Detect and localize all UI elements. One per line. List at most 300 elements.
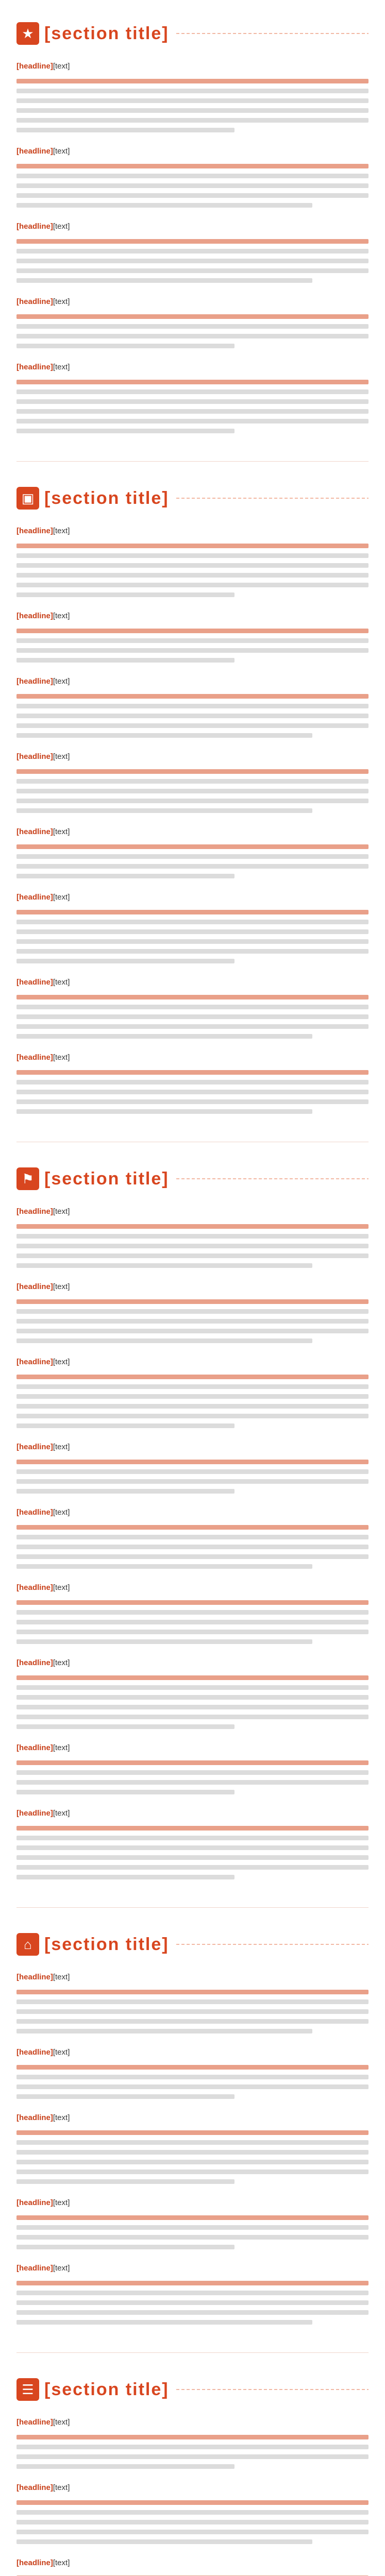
text-line — [16, 1253, 369, 1258]
section-property-news — [0, 1911, 385, 2349]
news-item-body: [text] — [53, 978, 70, 987]
paragraph-lines — [16, 2130, 369, 2184]
news-item-lead: [headline] — [16, 2264, 53, 2273]
text-line — [16, 79, 369, 83]
news-item-lead: [headline] — [16, 612, 53, 620]
text-line — [16, 1525, 369, 1530]
text-line — [16, 1760, 369, 1765]
news-item-body: [text] — [53, 297, 70, 306]
text-line — [16, 1070, 369, 1075]
news-item-text — [16, 2555, 369, 2570]
news-item-body: [text] — [53, 827, 70, 836]
news-item — [16, 1505, 369, 1569]
section-divider — [16, 1907, 369, 1908]
building-icon: ▣ — [16, 487, 39, 510]
news-item-text — [16, 1439, 369, 1454]
text-line — [16, 1460, 369, 1464]
news-item-text — [16, 2110, 369, 2125]
news-item-lead: [headline] — [16, 1973, 53, 1981]
paragraph-lines — [16, 239, 369, 283]
text-line — [16, 2160, 369, 2164]
news-item-body: [text] — [53, 62, 70, 71]
news-item — [16, 975, 369, 1039]
text-line — [16, 1639, 312, 1644]
news-item-body: [text] — [53, 147, 70, 156]
news-item-body: [text] — [53, 2113, 70, 2122]
text-line — [16, 1090, 369, 1094]
text-line — [16, 2215, 369, 2220]
text-line — [16, 1423, 235, 1428]
paragraph-lines — [16, 1224, 369, 1268]
paragraph-lines — [16, 1990, 369, 2033]
paragraph-lines — [16, 844, 369, 878]
section-header — [16, 2374, 369, 2405]
paragraph-lines — [16, 2065, 369, 2099]
news-item-lead: [headline] — [16, 1207, 53, 1216]
news-item-body: [text] — [53, 222, 70, 231]
text-line — [16, 1479, 369, 1484]
text-line — [16, 1770, 369, 1775]
news-item — [16, 2045, 369, 2099]
text-line — [16, 2150, 369, 2155]
news-item — [16, 523, 369, 597]
text-line — [16, 1309, 369, 1314]
news-item-lead: [headline] — [16, 363, 53, 371]
text-line — [16, 733, 312, 738]
text-line — [16, 1836, 369, 1840]
news-item-text — [16, 1279, 369, 1294]
news-item-lead: [headline] — [16, 1443, 53, 1451]
news-item — [16, 2480, 369, 2544]
section-header — [16, 1163, 369, 1195]
text-line — [16, 920, 369, 924]
section-company-news — [0, 2356, 385, 2576]
news-item — [16, 674, 369, 738]
paragraph-lines — [16, 2281, 369, 2325]
text-line — [16, 1080, 369, 1084]
text-line — [16, 929, 369, 934]
news-item-text — [16, 1580, 369, 1595]
paragraph-lines — [16, 1525, 369, 1569]
text-line — [16, 1865, 369, 1870]
paragraph-lines — [16, 544, 369, 597]
news-item — [16, 2555, 369, 2576]
news-item — [16, 824, 369, 878]
text-line — [16, 1299, 369, 1304]
news-item-text — [16, 294, 369, 309]
section-divider — [16, 461, 369, 462]
news-item-lead: [headline] — [16, 2113, 53, 2122]
text-line — [16, 799, 369, 803]
header-divider — [176, 1178, 369, 1179]
news-item-text — [16, 975, 369, 990]
text-line — [16, 1564, 312, 1569]
text-line — [16, 2310, 369, 2315]
news-item — [16, 1439, 369, 1494]
text-line — [16, 2530, 369, 2534]
text-line — [16, 1414, 369, 1418]
text-line — [16, 1489, 235, 1494]
text-line — [16, 1705, 369, 1709]
text-line — [16, 2009, 369, 2014]
news-item-body: [text] — [53, 1743, 70, 1752]
news-item-lead: [headline] — [16, 893, 53, 902]
text-line — [16, 1990, 369, 1994]
house-icon: ⌂ — [16, 1933, 39, 1956]
news-item-text — [16, 144, 369, 159]
text-line — [16, 1404, 369, 1409]
news-item-lead: [headline] — [16, 978, 53, 987]
text-line — [16, 544, 369, 548]
text-line — [16, 389, 369, 394]
text-line — [16, 2539, 312, 2544]
news-item-lead: [headline] — [16, 1282, 53, 1291]
text-line — [16, 2320, 312, 2325]
text-line — [16, 844, 369, 849]
news-item — [16, 219, 369, 283]
news-item-lead: [headline] — [16, 827, 53, 836]
text-line — [16, 995, 369, 999]
news-item — [16, 360, 369, 433]
text-line — [16, 1685, 369, 1690]
news-item — [16, 2195, 369, 2249]
text-line — [16, 1999, 369, 2004]
text-line — [16, 108, 369, 113]
news-item-text — [16, 1050, 369, 1065]
text-line — [16, 779, 369, 784]
paragraph-lines — [16, 1826, 369, 1879]
text-line — [16, 1469, 369, 1474]
news-item-lead: [headline] — [16, 677, 53, 686]
news-item-lead: [headline] — [16, 1508, 53, 1517]
news-item-body: [text] — [53, 2198, 70, 2207]
text-line — [16, 268, 369, 273]
text-line — [16, 2029, 312, 2033]
text-line — [16, 704, 369, 708]
news-item-body: [text] — [53, 1658, 70, 1667]
news-item — [16, 1354, 369, 1428]
text-line — [16, 1554, 369, 1559]
news-item-lead: [headline] — [16, 2558, 53, 2567]
text-line — [16, 1234, 369, 1239]
paragraph-lines — [16, 1375, 369, 1428]
news-item-body: [text] — [53, 1358, 70, 1366]
text-line — [16, 2170, 369, 2174]
news-item-text — [16, 674, 369, 689]
text-line — [16, 2065, 369, 2070]
paragraph-lines — [16, 1460, 369, 1494]
text-line — [16, 1244, 369, 1248]
news-item-body: [text] — [53, 2558, 70, 2567]
text-line — [16, 1875, 235, 1879]
news-item-text — [16, 2261, 369, 2276]
news-item-lead: [headline] — [16, 1658, 53, 1667]
text-line — [16, 648, 369, 653]
news-item-body: [text] — [53, 2048, 70, 2057]
text-line — [16, 939, 369, 944]
news-item-lead: [headline] — [16, 1358, 53, 1366]
news-item-text — [16, 2480, 369, 2495]
text-line — [16, 419, 369, 423]
news-item-body: [text] — [53, 1053, 70, 1062]
text-line — [16, 2235, 369, 2240]
news-item-lead: [headline] — [16, 2198, 53, 2207]
news-item-text — [16, 2045, 369, 2060]
text-line — [16, 874, 235, 878]
text-line — [16, 1724, 235, 1729]
news-item-text — [16, 2195, 369, 2210]
text-line — [16, 629, 369, 633]
news-item — [16, 1279, 369, 1343]
news-item-text — [16, 1505, 369, 1520]
text-line — [16, 854, 369, 859]
news-item — [16, 749, 369, 813]
section-title: [section title] — [44, 2379, 169, 2399]
text-line — [16, 1034, 312, 1039]
news-item — [16, 1050, 369, 1114]
news-item-lead: [headline] — [16, 2418, 53, 2427]
news-item-lead: [headline] — [16, 1583, 53, 1592]
paragraph-lines — [16, 79, 369, 132]
text-line — [16, 1855, 369, 1860]
text-line — [16, 344, 235, 348]
text-line — [16, 203, 312, 208]
document-icon: ☰ — [16, 2378, 39, 2401]
text-line — [16, 380, 369, 384]
news-item-lead: [headline] — [16, 752, 53, 761]
text-line — [16, 789, 369, 793]
text-line — [16, 2520, 369, 2524]
text-line — [16, 1845, 369, 1850]
news-item-body: [text] — [53, 2483, 70, 2492]
text-line — [16, 2300, 369, 2305]
header-divider — [176, 2389, 369, 2390]
news-item-lead: [headline] — [16, 1053, 53, 1062]
section-industry-watch — [0, 1145, 385, 1904]
text-line — [16, 2019, 369, 2024]
news-item-body: [text] — [53, 1443, 70, 1451]
text-line — [16, 1384, 369, 1389]
paragraph-lines — [16, 1760, 369, 1794]
news-item — [16, 608, 369, 663]
text-line — [16, 2464, 235, 2469]
text-line — [16, 1014, 369, 1019]
news-item-text — [16, 608, 369, 623]
news-item-lead: [headline] — [16, 62, 53, 71]
news-item — [16, 1580, 369, 1644]
text-line — [16, 2094, 235, 2099]
paragraph-lines — [16, 314, 369, 348]
text-line — [16, 314, 369, 319]
paragraph-lines — [16, 910, 369, 963]
news-item — [16, 2415, 369, 2469]
news-item-text — [16, 1655, 369, 1670]
text-line — [16, 1620, 369, 1624]
news-item-text — [16, 749, 369, 764]
header-divider — [176, 1944, 369, 1945]
text-line — [16, 174, 369, 178]
news-item — [16, 294, 369, 348]
text-line — [16, 563, 369, 568]
news-item-body: [text] — [53, 1282, 70, 1291]
text-line — [16, 1600, 369, 1605]
text-line — [16, 118, 369, 123]
news-item-lead: [headline] — [16, 222, 53, 231]
text-line — [16, 259, 369, 263]
text-line — [16, 164, 369, 168]
news-item-lead: [headline] — [16, 1743, 53, 1752]
news-item — [16, 2110, 369, 2184]
section-header — [16, 482, 369, 514]
text-line — [16, 1263, 312, 1268]
paragraph-lines — [16, 694, 369, 738]
news-item-text — [16, 1740, 369, 1755]
section-daily-picks — [0, 0, 385, 458]
text-line — [16, 2130, 369, 2135]
text-line — [16, 399, 369, 404]
text-line — [16, 1826, 369, 1831]
text-line — [16, 239, 369, 244]
text-line — [16, 723, 369, 728]
header-divider — [176, 498, 369, 499]
text-line — [16, 1675, 369, 1680]
news-item-text — [16, 824, 369, 839]
news-item — [16, 1204, 369, 1268]
text-line — [16, 193, 369, 198]
news-item — [16, 59, 369, 132]
news-item-text — [16, 1354, 369, 1369]
news-item-text — [16, 360, 369, 375]
text-line — [16, 2445, 369, 2449]
text-line — [16, 2179, 235, 2184]
news-item-body: [text] — [53, 1583, 70, 1592]
text-line — [16, 2140, 369, 2145]
section-title: [section title] — [44, 1168, 169, 1189]
news-item-lead: [headline] — [16, 1809, 53, 1818]
text-line — [16, 553, 369, 558]
text-line — [16, 98, 369, 103]
news-item-text — [16, 523, 369, 538]
news-item-lead: [headline] — [16, 2483, 53, 2492]
text-line — [16, 694, 369, 699]
text-line — [16, 2454, 369, 2459]
news-item-lead: [headline] — [16, 2048, 53, 2057]
text-line — [16, 89, 369, 93]
news-item-lead: [headline] — [16, 297, 53, 306]
section-title: [section title] — [44, 1934, 169, 1954]
news-item-body: [text] — [53, 677, 70, 686]
text-line — [16, 1695, 369, 1700]
text-line — [16, 128, 235, 132]
text-line — [16, 592, 235, 597]
news-item-text — [16, 219, 369, 234]
news-item-text — [16, 2415, 369, 2430]
text-line — [16, 2245, 235, 2249]
news-item-body: [text] — [53, 527, 70, 535]
text-line — [16, 2084, 369, 2089]
news-item — [16, 2261, 369, 2325]
news-item-body: [text] — [53, 363, 70, 371]
text-line — [16, 2510, 369, 2515]
text-line — [16, 1329, 369, 1333]
section-header — [16, 18, 369, 49]
text-line — [16, 1319, 369, 1324]
text-line — [16, 1545, 369, 1549]
text-line — [16, 583, 369, 587]
text-line — [16, 1024, 369, 1029]
text-line — [16, 1630, 369, 1634]
news-item — [16, 1655, 369, 1729]
text-line — [16, 864, 369, 869]
paragraph-lines — [16, 380, 369, 433]
text-line — [16, 573, 369, 578]
news-item — [16, 1740, 369, 1794]
news-item-body: [text] — [53, 2264, 70, 2273]
news-item — [16, 144, 369, 208]
text-line — [16, 714, 369, 718]
text-line — [16, 1375, 369, 1379]
section-header — [16, 1928, 369, 1960]
paragraph-lines — [16, 1675, 369, 1729]
paragraph-lines — [16, 1299, 369, 1343]
text-line — [16, 808, 312, 813]
news-item-lead: [headline] — [16, 147, 53, 156]
text-line — [16, 1610, 369, 1615]
text-line — [16, 324, 369, 329]
text-line — [16, 769, 369, 774]
text-line — [16, 2500, 369, 2505]
section-title: [section title] — [44, 488, 169, 508]
text-line — [16, 638, 369, 643]
paragraph-lines — [16, 2435, 369, 2469]
news-item — [16, 1970, 369, 2033]
paragraph-lines — [16, 164, 369, 208]
section-macro-economy — [0, 465, 385, 1139]
section-title: [section title] — [44, 23, 169, 43]
news-item-lead: [headline] — [16, 527, 53, 535]
text-line — [16, 2075, 369, 2079]
text-line — [16, 2435, 369, 2439]
paragraph-lines — [16, 629, 369, 663]
text-line — [16, 1005, 369, 1009]
text-line — [16, 183, 369, 188]
text-line — [16, 2225, 369, 2230]
news-item — [16, 890, 369, 963]
text-line — [16, 409, 369, 414]
paragraph-lines — [16, 995, 369, 1039]
news-item-body: [text] — [53, 1809, 70, 1818]
paragraph-lines — [16, 2500, 369, 2544]
news-item-text — [16, 1204, 369, 1219]
text-line — [16, 1780, 369, 1785]
text-line — [16, 949, 369, 954]
text-line — [16, 910, 369, 914]
news-item-body: [text] — [53, 1508, 70, 1517]
text-line — [16, 1394, 369, 1399]
text-line — [16, 249, 369, 253]
paragraph-lines — [16, 1070, 369, 1114]
text-line — [16, 1790, 235, 1794]
text-line — [16, 1109, 312, 1114]
text-line — [16, 1715, 369, 1719]
text-line — [16, 334, 369, 338]
news-item-text — [16, 1806, 369, 1821]
news-item-body: [text] — [53, 752, 70, 761]
flag-icon: ⚑ — [16, 1167, 39, 1190]
text-line — [16, 1535, 369, 1539]
text-line — [16, 1338, 312, 1343]
section-divider — [16, 2352, 369, 2353]
